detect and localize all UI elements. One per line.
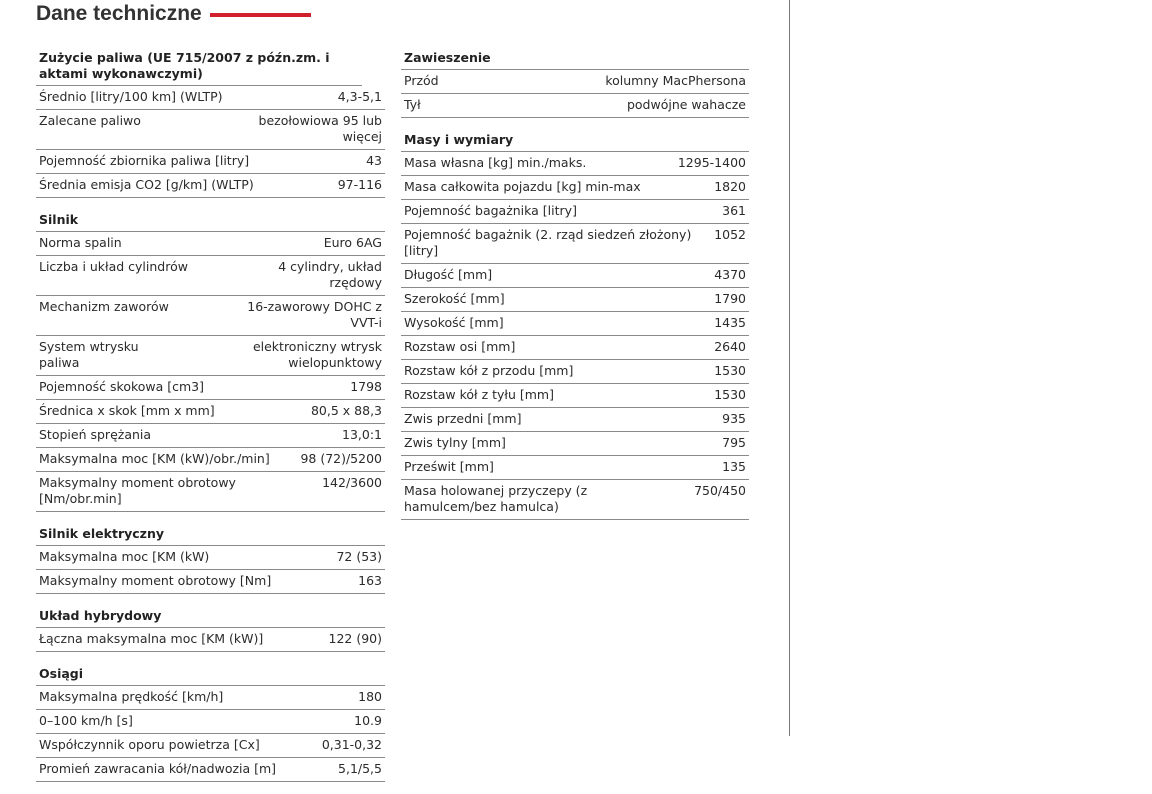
title-accent-bar (210, 13, 311, 17)
spec-value: 80,5 x 88,3 (310, 403, 382, 418)
spec-row (36, 296, 385, 336)
spec-value: kolumny MacPhersona (605, 73, 746, 88)
spec-label: Pojemność skokowa [cm3] (39, 379, 205, 394)
spec-label: Masa własna [kg] min./maks. (404, 155, 587, 170)
spec-label: Maksymalna prędkość [km/h] (39, 689, 224, 704)
spec-row (36, 424, 385, 448)
spec-row (36, 174, 385, 198)
spec-value: elektroniczny wtrysk wielopunktowy (252, 339, 382, 370)
spec-label: Rozstaw kół z tyłu [mm] (404, 387, 554, 402)
spec-row (36, 758, 385, 782)
spec-row (401, 408, 749, 432)
spec-value: 2640 (714, 339, 746, 354)
spec-label: Łączna maksymalna moc [KM (kW)] (39, 631, 264, 646)
section-heading: Zużycie paliwa (UE 715/2007 z późn.zm. i aktami wykonawczymi) (36, 48, 362, 86)
spec-value: 361 (722, 203, 746, 218)
spec-row (36, 256, 385, 296)
spec-label: Zwis przedni [mm] (404, 411, 522, 426)
spec-row (36, 150, 385, 174)
spec-label: Średnica x skok [mm x mm] (39, 403, 215, 418)
spec-label: Masa holowanej przyczepy (z hamulcem/bez hamulca) (404, 483, 588, 514)
spec-row (401, 94, 749, 118)
spec-value: 142/3600 (322, 475, 382, 490)
spec-value: 4,3-5,1 (337, 89, 382, 104)
spec-row (401, 264, 749, 288)
spec-row (36, 570, 385, 594)
spec-value: 750/450 (694, 483, 746, 498)
spec-value: 97-116 (337, 177, 382, 192)
spec-label: Zwis tylny [mm] (404, 435, 506, 450)
spec-value: 795 (722, 435, 746, 450)
spec-label: Masa całkowita pojazdu [kg] min-max (404, 179, 641, 194)
spec-value: 1790 (714, 291, 746, 306)
spec-row (36, 376, 385, 400)
section-zuzycie-paliwa-ue-715-2007-z-p (36, 48, 385, 198)
spec-label: Wysokość [mm] (404, 315, 504, 330)
spec-label: Stopień sprężania (39, 427, 152, 442)
section-silnik (36, 210, 385, 512)
spec-row (36, 710, 385, 734)
spec-value: 1052 (714, 227, 746, 242)
spec-label: Norma spalin (39, 235, 122, 250)
spec-value: 43 (366, 153, 382, 168)
spec-value: 1820 (714, 179, 746, 194)
section-masy-i-wymiary (401, 130, 749, 520)
spec-value: 1530 (714, 363, 746, 378)
spec-row (36, 110, 385, 150)
spec-label: Promień zawracania kół/nadwozia [m] (39, 761, 277, 776)
spec-value: 135 (722, 459, 746, 474)
spec-label: Średnio [litry/100 km] (WLTP) (39, 89, 223, 104)
spec-row (36, 336, 385, 376)
spec-label: Rozstaw kół z przodu [mm] (404, 363, 574, 378)
spec-label: Maksymalna moc [KM (kW)/obr./min] (39, 451, 270, 466)
spec-row (401, 336, 749, 360)
spec-label: Szerokość [mm] (404, 291, 505, 306)
section-zawieszenie (401, 48, 749, 118)
spec-row (36, 86, 385, 110)
spec-row (401, 312, 749, 336)
spec-label: Współczynnik oporu powietrza [Cx] (39, 737, 260, 752)
right-column (401, 48, 749, 532)
spec-row (401, 152, 749, 176)
spec-row (401, 456, 749, 480)
spec-value: 13,0:1 (342, 427, 382, 442)
spec-value: 5,1/5,5 (338, 761, 382, 776)
section-osiagi (36, 664, 385, 782)
spec-label: Pojemność zbiornika paliwa [litry] (39, 153, 250, 168)
section-uklad-hybrydowy (36, 606, 385, 652)
spec-row (401, 70, 749, 94)
spec-row (401, 288, 749, 312)
spec-value: 4 cylindry, układ rzędowy (278, 259, 382, 290)
section-heading: Silnik elektryczny (36, 524, 385, 546)
spec-label: Średnia emisja CO2 [g/km] (WLTP) (39, 177, 254, 192)
spec-row (36, 628, 385, 652)
spec-label: Tył (404, 97, 421, 112)
spec-row (36, 232, 385, 256)
section-heading: Silnik (36, 210, 385, 232)
spec-label: Liczba i układ cylindrów (39, 259, 188, 274)
section-heading: Osiągi (36, 664, 385, 686)
spec-row (401, 224, 749, 264)
spec-value: 72 (53) (336, 549, 382, 564)
spec-row (36, 472, 385, 512)
section-heading: Masy i wymiary (401, 130, 749, 152)
spec-row (401, 384, 749, 408)
spec-row (401, 480, 749, 520)
section-silnik-elektryczny (36, 524, 385, 594)
spec-value: 98 (72)/5200 (300, 451, 382, 466)
spec-value: 10.9 (354, 713, 382, 728)
spec-row (36, 448, 385, 472)
spec-value: 0,31-0,32 (321, 737, 382, 752)
section-heading: Układ hybrydowy (36, 606, 385, 628)
spec-label: Pojemność bagażnika [litry] (404, 203, 577, 218)
spec-label: Przód (404, 73, 439, 88)
spec-value: Euro 6AG (323, 235, 382, 250)
spec-label: Długość [mm] (404, 267, 493, 282)
spec-row (36, 400, 385, 424)
spec-label: Maksymalny moment obrotowy [Nm] (39, 573, 272, 588)
spec-row (36, 686, 385, 710)
spec-label: Zalecane paliwo (39, 113, 141, 128)
spec-row (401, 432, 749, 456)
page-title: Dane techniczne (36, 2, 202, 25)
spec-value: 180 (358, 689, 382, 704)
spec-value: 1530 (714, 387, 746, 402)
page-divider (789, 0, 790, 736)
spec-value: 163 (358, 573, 382, 588)
spec-label: Maksymalny moment obrotowy [Nm/obr.min] (39, 475, 236, 506)
spec-label: Pojemność bagażnik (2. rząd siedzeń złożony) [litry] (404, 227, 692, 258)
left-column (36, 48, 385, 794)
spec-value: 4370 (714, 267, 746, 282)
spec-label: System wtrysku paliwa (39, 339, 139, 370)
spec-value: bezołowiowa 95 lub więcej (258, 113, 382, 144)
spec-value: 1435 (714, 315, 746, 330)
spec-value: 1798 (350, 379, 382, 394)
spec-label: Prześwit [mm] (404, 459, 494, 474)
spec-row (36, 546, 385, 570)
spec-value: 122 (90) (328, 631, 382, 646)
spec-row (401, 200, 749, 224)
spec-label: Mechanizm zaworów (39, 299, 169, 314)
spec-value: podwójne wahacze (626, 97, 746, 112)
spec-row (36, 734, 385, 758)
spec-value: 16-zaworowy DOHC z VVT-i (247, 299, 382, 330)
spec-label: 0–100 km/h [s] (39, 713, 133, 728)
spec-label: Maksymalna moc [KM (kW) (39, 549, 210, 564)
spec-row (401, 176, 749, 200)
spec-value: 935 (722, 411, 746, 426)
spec-label: Rozstaw osi [mm] (404, 339, 516, 354)
section-heading: Zawieszenie (401, 48, 749, 70)
spec-row (401, 360, 749, 384)
spec-value: 1295-1400 (677, 155, 746, 170)
